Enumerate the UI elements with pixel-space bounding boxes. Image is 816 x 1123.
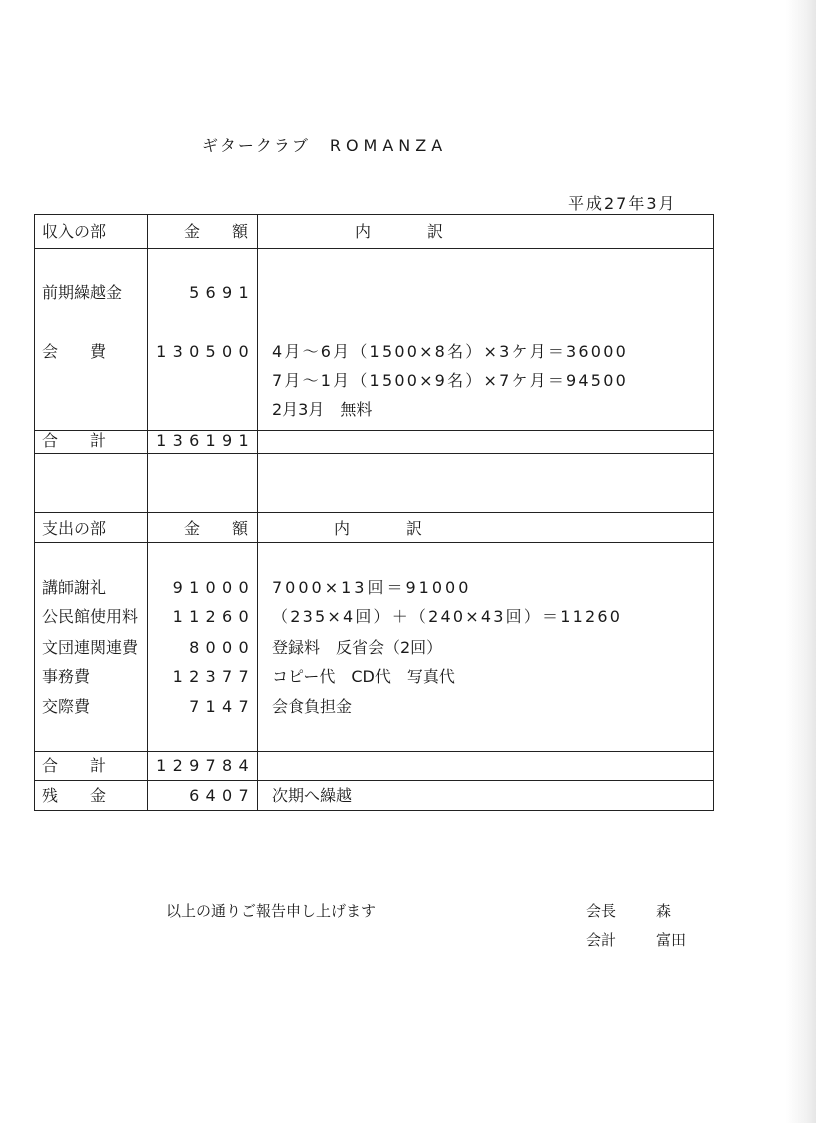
expense-row-amount: 7147 (189, 697, 255, 716)
income-row-amount: 5691 (189, 283, 255, 302)
table-line (34, 214, 35, 810)
expense-section-label: 支出の部 (42, 519, 107, 538)
signatory-role: 会長 (586, 902, 617, 920)
table-line (34, 810, 714, 811)
document-title (202, 133, 447, 156)
income-row-amount: 130500 (156, 342, 255, 361)
table-line (147, 214, 148, 810)
income-detail-line: 4月～6月（1500×8名）×3ケ月＝36000 (272, 342, 628, 361)
table-line (34, 430, 714, 431)
expense-row-label: 講師謝礼 (42, 578, 107, 597)
income-section-label: 収入の部 (42, 222, 107, 241)
income-row-label: 前期繰越金 (42, 283, 123, 302)
expense-total-amount: 129784 (156, 756, 255, 775)
expense-row-amount: 12377 (172, 667, 255, 686)
table-line (713, 214, 714, 810)
signatory-role: 会計 (586, 931, 617, 949)
balance-detail: 次期へ繰越 (272, 786, 353, 805)
income-total-amount: 136191 (156, 431, 255, 450)
table-line (34, 542, 714, 543)
income-detail-line: 2月3月 無料 (272, 400, 373, 419)
expense-row-label: 公民館使用料 (42, 607, 139, 626)
income-detail-line: 7月～1月（1500×9名）×7ケ月＝94500 (272, 371, 628, 390)
expense-row-label: 交際費 (42, 697, 91, 716)
expense-row-detail: （235×4回）＋（240×43回）＝11260 (272, 607, 623, 626)
table-line (34, 453, 714, 454)
income-amount-header: 金 額 (184, 222, 257, 241)
expense-row-detail: 会食負担金 (272, 697, 353, 716)
table-line (34, 512, 714, 513)
expense-amount-header: 金 額 (184, 519, 257, 538)
income-row-label: 会 費 (42, 342, 107, 361)
club-name: ROMANZA (329, 136, 448, 155)
expense-row-amount: 11260 (172, 607, 255, 626)
expense-row-label: 文団連関連費 (42, 638, 139, 657)
table-line (34, 751, 714, 752)
table-line (34, 780, 714, 781)
expense-row-detail: 登録料 反省会（2回） (272, 638, 443, 657)
signatory-name: 富田 (656, 931, 687, 949)
expense-row-amount: 91000 (172, 578, 255, 597)
signatory-name: 森 (656, 902, 672, 920)
expense-row-amount: 8000 (189, 638, 255, 657)
expense-detail-header: 内 訳 (334, 519, 431, 538)
expense-row-label: 事務費 (42, 667, 91, 686)
club-prefix: ギタークラブ (202, 136, 310, 155)
paper-edge-shadow (786, 0, 816, 1123)
income-total-label: 合 計 (42, 431, 107, 450)
expense-row-detail: 7000×13回＝91000 (272, 578, 472, 597)
table-line (34, 214, 714, 215)
table-line (257, 214, 258, 810)
income-detail-header: 内 訳 (355, 222, 452, 241)
report-statement: 以上の通りご報告申し上げます (166, 902, 377, 920)
expense-total-label: 合 計 (42, 756, 107, 775)
balance-label: 残 金 (42, 786, 107, 805)
report-date: 平成27年3月 (568, 194, 677, 213)
balance-amount: 6407 (189, 786, 255, 805)
table-line (34, 248, 714, 249)
expense-row-detail: コピー代 CD代 写真代 (272, 667, 455, 686)
